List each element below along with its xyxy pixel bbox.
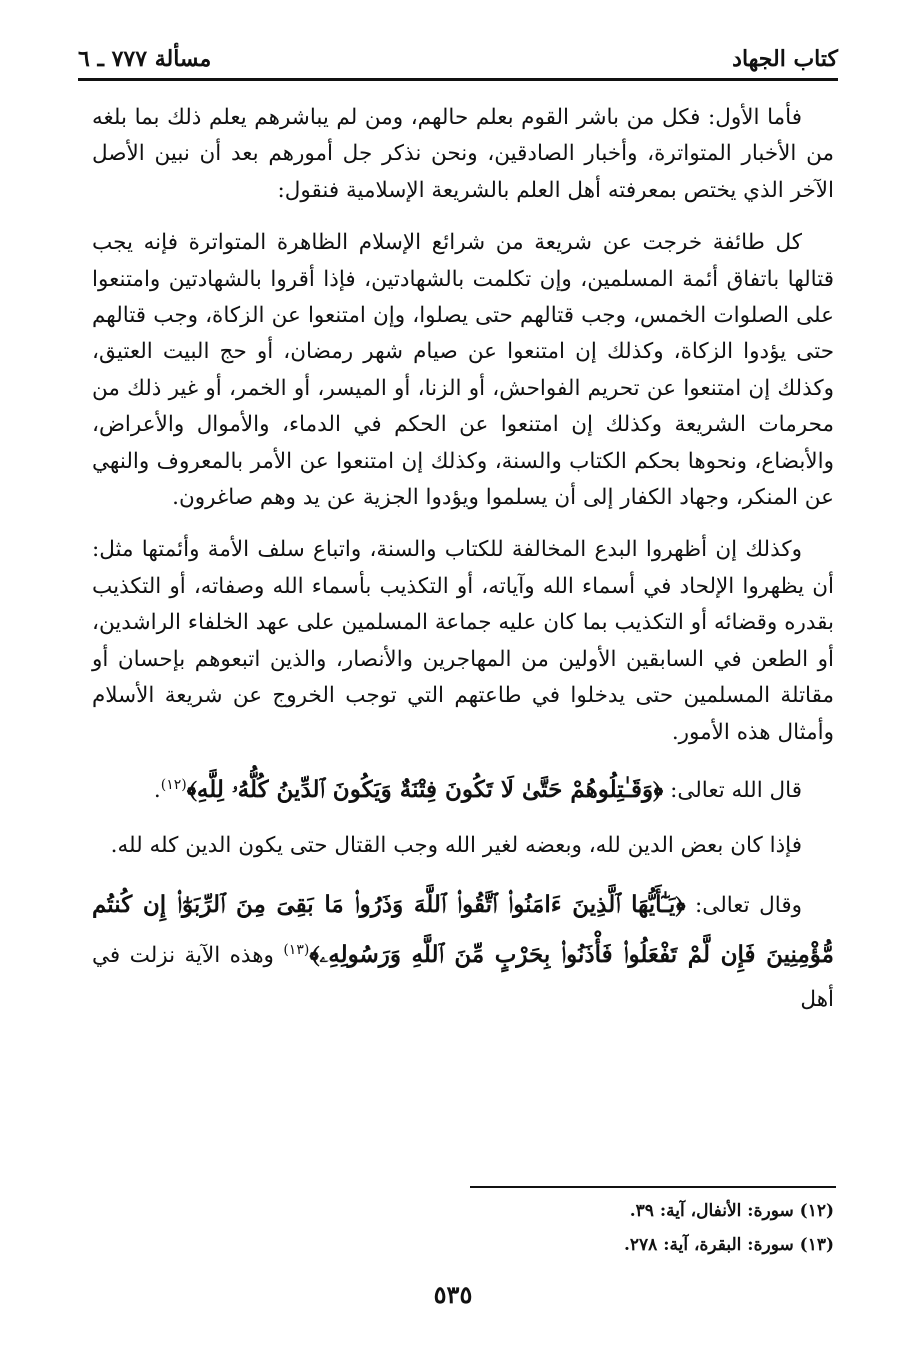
book-title: كتاب الجهاد <box>732 46 838 72</box>
quote-1-verse: ﴿وَقَـٰتِلُوهُمْ حَتَّىٰ لَا تَكُونَ فِتْنَةٌ وَيَكُونَ ٱلدِّينُ كُلُّهُۥ لِلَّهِ﴾ <box>186 776 664 804</box>
issue-label: مسألة ٧٧٧ ـ ٦ <box>78 46 212 72</box>
paragraph-3: وكذلك إن أظهروا البدع المخالفة للكتاب والسنة، واتباع سلف الأمة وأئمتها مثل: أن يظهروا الإلحاد في أسماء الله وآياته، أو التكذيب بأسماء الله وصفاته، أو التكذيب بقدره وقضائه أو التكذيب بما كان عليه جماعة المسلمين على عهد الخلفاء الراشدين، أو الطعن في السابقين الأولين من المهاجرين والأنصار، والذين اتبعوهم بإحسان أو مقاتلة المسلمين حتى يدخلوا في طاعتهم التي توجب الخروج عن شريعة الأسلام وأمثال هذه الأمور. <box>92 537 834 745</box>
main-text <box>92 100 834 1022</box>
footnote-13: (١٣) سورة: البقرة، آية: ٢٧٨. <box>623 1235 834 1255</box>
footnotes <box>92 1194 834 1262</box>
quote-1-footnote-ref: (١٢) <box>160 776 187 793</box>
page-number: ٥٣٥ <box>433 1280 473 1309</box>
paragraph-1: فأما الأول: فكل من باشر القوم بعلم حالهم، ومن لم يباشرهم يعلم ذلك بما بلغه من الأخبار المتواترة، وأخبار الصادقين، ونحن نذكر جل أمورهم بعد أن نبين الأصل الآخر الذي يختص بمعرفته أهل العلم بالشريعة الإسلامية فنقول: <box>92 105 834 203</box>
quote-2-footnote-ref: (١٣) <box>283 942 310 959</box>
quran-quote-2 <box>92 883 834 1022</box>
paragraph-2: كل طائفة خرجت عن شريعة من شرائع الإسلام الظاهرة المتواترة فإنه يجب قتالها باتفاق أئمة المسلمين، وإن تكلمت بالشهادتين، فإذا أقروا بالشهادتين وامتنعوا على الصلوات الخمس، وجب قتالهم حتى يصلوا، وإن امتنعوا عن الزكاة، وجب قتالهم حتى يؤدوا الزكاة، وكذلك إن امتنعوا عن صيام شهر رمضان، أو حج البيت العتيق، وكذلك إن امتنعوا عن تحريم الفواحش، أو الزنا، أو الميسر، أو الخمر، أو غير ذلك من محرمات الشريعة وكذلك إن امتنعوا عن الحكم في الدماء، والأموال والأعراض، والأبضاع، ونحوها بحكم الكتاب والسنة، وكذلك إن امتنعوا عن الأمر بالمعروف والنهي عن المنكر، وجهاد الكفار إلى أن يسلموا ويؤدوا الجزية عن يد وهم صاغرون. <box>92 230 834 511</box>
footnote-12: (١٢) سورة: الأنفال، آية: ٣٩. <box>629 1201 834 1221</box>
footnote-rule <box>470 1186 836 1188</box>
running-header <box>78 28 838 80</box>
quote-2-verse: ﴿يَـٰٓأَيُّهَا ٱلَّذِينَ ءَامَنُوا۟ ٱتَّقُوا۟ ٱللَّهَ وَذَرُوا۟ مَا بَقِىَ مِنَ ٱلرِّبَوٰٓا۟ إِن كُنتُم مُّؤْمِنِينَ فَإِن لَّمْ تَفْعَلُوا۟ فَأْذَنُوا۟ بِحَرْبٍ مِّنَ ٱللَّهِ وَرَسُولِهِۦ﴾ <box>92 891 834 969</box>
quote-2-after: وهذه الآية نزلت في أهل <box>92 943 834 1013</box>
quran-quote-1 <box>92 765 834 811</box>
paragraph-4: فإذا كان بعض الدين لله، وبعضه لغير الله وجب القتال حتى يكون الدين كله لله. <box>110 833 802 859</box>
header-rule <box>78 78 838 81</box>
quote-1-intro: قال الله تعالى: <box>663 778 802 804</box>
quote-2-intro: وقال تعالى: <box>685 893 802 919</box>
quote-1-end: . <box>153 778 161 804</box>
